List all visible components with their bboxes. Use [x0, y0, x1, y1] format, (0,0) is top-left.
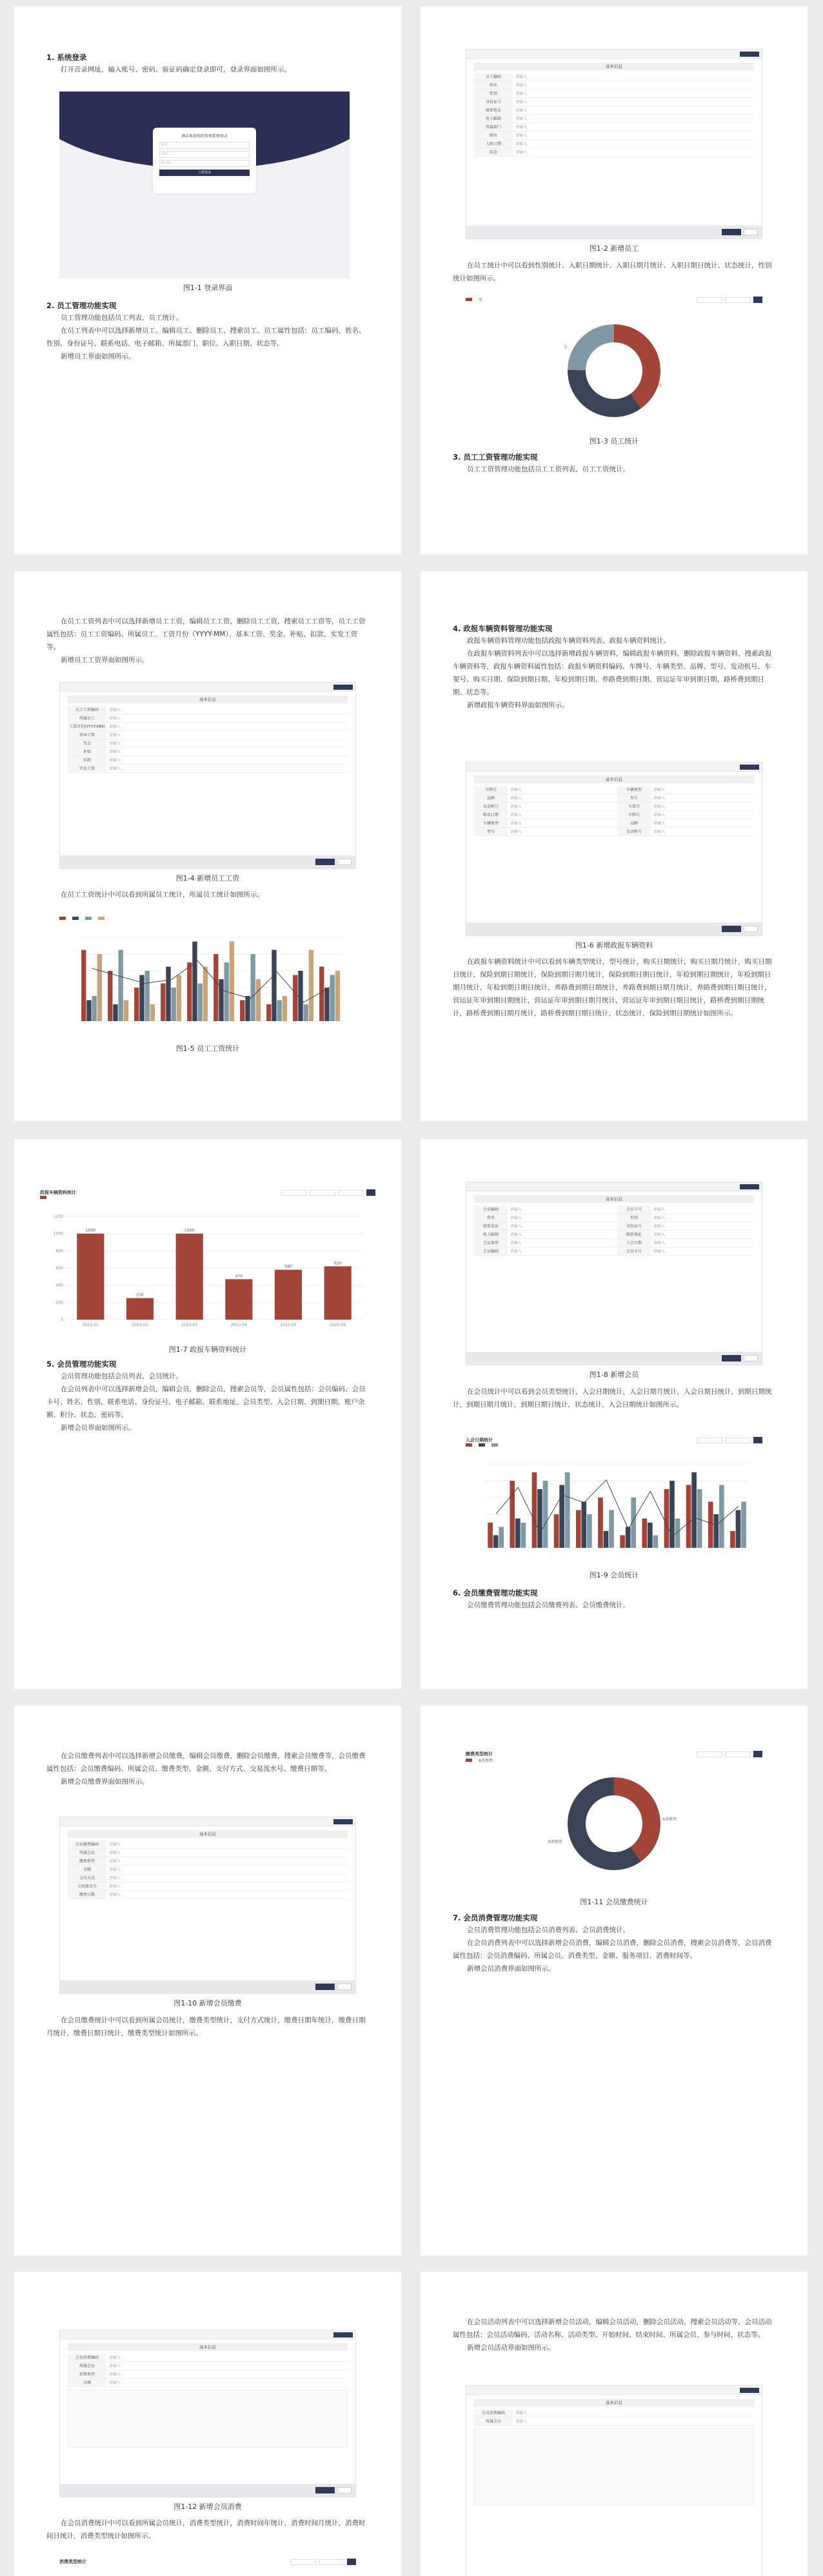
- paragraph: 在会员消费列表中可以选择新增会员消费，编辑会员消费，删除会员消费，搜索会员消费等，会员消费属性包括：会员消费编码、所属会员、消费类型、金额、服务项目、消费时间等。: [453, 1939, 772, 1960]
- bar: [176, 1234, 203, 1320]
- x-tick-label: 2023-02: [132, 1323, 148, 1327]
- bar: [172, 988, 176, 1021]
- bar: [309, 950, 313, 1022]
- bar: [510, 1481, 515, 1548]
- data-label: 470: [235, 1274, 243, 1279]
- bar: [134, 988, 139, 1021]
- figure-caption: 图1-8 新增会员: [589, 1371, 639, 1379]
- member-chart-svg: [466, 1451, 762, 1567]
- bar: [521, 1523, 526, 1548]
- y-tick-label: 200: [55, 1300, 63, 1305]
- bar: [587, 1514, 592, 1548]
- figure-caption: 图1-5 员工工资统计: [175, 1044, 240, 1053]
- add-member-screenshot: 基本信息 会员编码 请输入 会员卡号 请输入 姓名 请输入 性别 请输入 联系电话 请输入 身份证号 请输入 电子邮箱 请输入 联系地址 请输入 会员类型 请输入 入会日期 请输入 会员编码 请输入 会员卡号 请输入: [466, 1182, 762, 1365]
- bar: [708, 1502, 713, 1548]
- bar: [192, 942, 197, 1022]
- add-payment-screenshot: 基本信息 会员缴费编码 请输入 所属会员 请输入 缴费类型 请输入 金额 请输入 支付方式 请输入 交易流水号 请输入 缴费日期 请输入: [59, 1817, 356, 1994]
- search-icon[interactable]: [753, 1751, 762, 1757]
- bar: [272, 950, 276, 1022]
- bar: [161, 984, 165, 1022]
- x-tick-label: 2023-03: [181, 1323, 198, 1327]
- document-page-3: [14, 571, 401, 1121]
- login-button: 立即登录: [159, 170, 250, 176]
- bar: [124, 1000, 128, 1022]
- bar: [187, 962, 192, 1021]
- paragraph: 新增会员消费界面如图所示。: [467, 1965, 555, 1973]
- x-tick-label: 2023-01: [82, 1323, 99, 1327]
- section-heading: 3. 员工工资管理功能实现: [453, 453, 538, 462]
- bar: [741, 1502, 746, 1548]
- figure-caption: 图1-4 新增员工工资: [175, 874, 240, 883]
- data-label: 1000: [85, 1228, 95, 1233]
- bar: [543, 1481, 548, 1548]
- paragraph: 会员管理功能包括会员列表、会员统计。: [61, 1372, 183, 1380]
- bar: [304, 1004, 308, 1021]
- vehicle-bar-chart: 政报车辆资料统计 0 200 400 600 800 1000 1200 1000 2023-01 250 2023-02 1000 2023-03 470 2023-04 580 2023-05 620 2023-06: [40, 1189, 375, 1338]
- bar: [554, 1514, 559, 1548]
- section-heading: 5. 会员管理功能实现: [46, 1360, 117, 1369]
- bar: [686, 1485, 691, 1548]
- bar: [283, 996, 287, 1021]
- bar: [81, 950, 86, 1022]
- pie-label: 女: [564, 345, 568, 349]
- x-tick-label: 2023-04: [230, 1323, 247, 1327]
- y-tick-label: 1200: [53, 1215, 63, 1219]
- x-tick-label: 2023-06: [330, 1323, 346, 1327]
- paragraph: 在员工列表中可以选择新增员工、编辑员工、删除员工、搜索员工、员工属性包括：员工编码、姓名、性别、身份证号、联系电话、电子邮箱、所属部门、职位、入职日期、状态等。: [46, 327, 366, 347]
- paragraph: 在政报车辆资料统计中可以看到车辆类型统计，型号统计，购买日期统计，购买日期月统计，购买日期日统计，保险到期日期统计，保险到期日期月统计，保险到期日期日统计，年检到期日期统计，年检到期日期月统计，年检到期日期日统计，养路费到期日期统计，养路费到期日期月统计，养路费到期日期日统计，营运证年审到期日期统计，营运证年审到期日期月统计，营运证年审到期日期日统计，路桥费到期日期统计，路桥费到期日期月统计，路桥费到期日期日统计，状态统计，保险到期日期统计如图所示。: [453, 958, 772, 1017]
- document-page-7: [14, 1706, 401, 2256]
- consume-chart-header: 消费类型统计: [59, 2559, 356, 2574]
- rich-text-editor[interactable]: [68, 2390, 348, 2448]
- bar: [319, 967, 324, 1022]
- search-icon[interactable]: [347, 2559, 356, 2565]
- paragraph: 在会员活动列表中可以选择新增会员活动，编辑会员活动，删除会员活动，搜索会员活动等，会员活动属性包括：会员活动编码、活动名称、活动类型、开始时间、结束时间、所属会员、参与时间、状态等。: [453, 2318, 772, 2339]
- bar: [648, 1523, 653, 1548]
- y-tick-label: 1000: [53, 1231, 63, 1236]
- figure-caption: 图1-12 新增会员消费: [174, 2503, 242, 2511]
- paragraph: 在员工工资统计中可以看到所属员工统计，所属员工统计如图所示。: [61, 891, 264, 899]
- paragraph: 新增会员缴费界面如图所示。: [61, 1778, 149, 1786]
- bar: [256, 979, 261, 1021]
- section-heading: 7. 会员消费管理功能实现: [453, 1913, 538, 1922]
- paragraph: 会员消费管理功能包括会员消费列表、会员消费统计。: [467, 1926, 630, 1934]
- bar: [240, 1000, 244, 1022]
- add-employee-screenshot: 基本信息 员工编码 请输入 姓名 请输入 性别 请输入 身份证号 请输入 联系电话 请输入 电子邮箱 请输入 所属部门 请输入 职位 请输入 入职日期 请输入 状态 请输入: [466, 49, 762, 239]
- bar: [225, 1279, 252, 1320]
- document-page-1: [14, 6, 401, 554]
- data-label: 1000: [184, 1228, 195, 1233]
- paragraph: 新增员工界面如图所示。: [61, 353, 135, 360]
- bar: [298, 971, 302, 1021]
- bar: [245, 996, 250, 1021]
- section-heading: 4. 政报车辆资料管理功能实现: [453, 624, 553, 633]
- y-tick-label: 0: [61, 1318, 63, 1322]
- login-pass-field: 密码: [159, 151, 250, 158]
- member-chart: 入会日期统计: [466, 1437, 762, 1566]
- add-consume-screenshot: 基本信息 会员消费编码 请输入 所属会员 请输入 消费类型 请输入 金额 请输入: [59, 2330, 356, 2497]
- bar: [626, 1527, 631, 1548]
- bar: [108, 971, 112, 1021]
- document-page-9: [14, 2272, 401, 2576]
- payment-pie-svg: [466, 1762, 762, 1891]
- bar: [324, 1266, 352, 1320]
- pie-label: 男: [658, 384, 662, 388]
- bar: [293, 975, 297, 1022]
- bar: [145, 971, 150, 1021]
- paragraph: 在员工统计中可以看到性别统计、入职日期统计、入职日期月统计、入职日期日统计、状态统计，性别统计如图所示。: [453, 262, 772, 282]
- bar: [277, 1000, 282, 1022]
- bar: [330, 975, 335, 1022]
- bar: [251, 954, 255, 1021]
- bar: [691, 1472, 697, 1548]
- paragraph: 员工工资管理功能包括员工工资列表、员工工资统计。: [467, 465, 630, 473]
- bar: [113, 1004, 117, 1021]
- paragraph: 政报车辆资料管理功能包括政报车辆资料列表、政报车辆资料统计。: [467, 637, 670, 645]
- bar: [664, 1489, 669, 1548]
- bar: [230, 942, 234, 1022]
- figure-caption: 图1-7 政报车辆资料统计: [168, 1345, 247, 1354]
- bar: [565, 1472, 570, 1548]
- bar: [537, 1489, 542, 1548]
- data-label: 250: [136, 1293, 144, 1298]
- bar: [77, 1234, 104, 1320]
- login-screenshot: [59, 92, 350, 278]
- figure-caption: 图1-9 会员统计: [589, 1571, 639, 1579]
- bar: [713, 1514, 719, 1548]
- pie-svg: [466, 303, 762, 432]
- add-activity-screenshot: 基本信息 会员消费编码 请输入 所属会员 请输入: [466, 2385, 762, 2576]
- figure-caption: 图1-1 登录界面: [183, 284, 233, 292]
- bar: [669, 1481, 675, 1548]
- document-page-2: [421, 6, 808, 554]
- login-user-field: 账号: [159, 142, 250, 149]
- paragraph: 在会员缴费列表中可以选择新增会员缴费，编辑会员缴费，删除会员缴费，搜索会员缴费等，会员缴费属性包括：会员缴费编码、所属会员、缴费类型、金额、支付方式、交易流水号、缴费日期等。: [46, 1752, 366, 1773]
- figure-caption: 图1-6 新增政报车辆资料: [575, 941, 653, 950]
- bar: [719, 1485, 724, 1548]
- paragraph: 新增会员界面如图所示。: [61, 1424, 135, 1432]
- bar: [642, 1519, 647, 1548]
- bar: [335, 971, 340, 1021]
- document-page-6: [421, 1139, 808, 1689]
- pie-label: B类缴费: [548, 1840, 563, 1844]
- bar: [119, 950, 123, 1022]
- bar: [730, 1531, 735, 1548]
- bar: [150, 1004, 155, 1021]
- y-tick-label: 800: [55, 1249, 63, 1254]
- search-icon[interactable]: [753, 1437, 762, 1443]
- bar: [493, 1536, 499, 1548]
- bar: [488, 1523, 493, 1548]
- document-page-8: [421, 1706, 808, 2256]
- pie-label: A类缴费: [662, 1817, 677, 1822]
- document-page-4: [421, 571, 808, 1121]
- paragraph: 会员缴费管理功能包括会员缴费列表、会员缴费统计。: [467, 1601, 630, 1609]
- y-tick-label: 600: [55, 1266, 63, 1271]
- bar: [499, 1527, 504, 1548]
- figure-caption: 图1-11 会员缴费统计: [580, 1898, 648, 1906]
- bar: [620, 1536, 625, 1548]
- employee-pie-chart: 男 男 女: [466, 297, 762, 432]
- bar: [697, 1489, 702, 1548]
- add-salary-screenshot: 基本信息 员工工资编码 请输入 所属员工 请输入 工资月份(YYYY-MM) 请输入 基本工资 请输入 奖金 请输入 补贴 请输入 扣款 请输入 实发工资 请输入: [59, 682, 356, 869]
- login-code-field: 验证码: [159, 160, 250, 167]
- bar: [177, 975, 181, 1022]
- salary-chart-svg: [59, 924, 356, 1037]
- bar: [86, 1000, 91, 1022]
- bar: [126, 1298, 154, 1320]
- bar: [213, 954, 218, 1021]
- section-heading: 2. 员工管理功能实现: [46, 301, 117, 310]
- data-label: 580: [284, 1264, 292, 1269]
- bar: [653, 1536, 659, 1548]
- vehicle-chart-svg: [40, 1204, 375, 1339]
- paragraph: 新增员工工资界面如图所示。: [61, 656, 149, 664]
- section-heading: 1. 系统登录: [46, 53, 87, 62]
- document-page-5: [14, 1139, 401, 1689]
- paragraph: 员工管理功能包括员工列表、员工统计。: [61, 314, 183, 322]
- bar: [532, 1472, 537, 1548]
- login-card: 酒店客房预约管理系统登录 账号 密码 验证码 立即登录: [153, 128, 256, 193]
- paragraph: 在会员列表中可以选择新增会员，编辑会员，删除会员，搜索会员等，会员属性包括：会员编码、会员卡号、姓名、性别、联系电话、身份证号、电子邮箱、联系地址、会员类型、入会日期、到期日期、账户余额、积分、状态、密码等。: [46, 1385, 366, 1419]
- bar: [266, 1004, 271, 1021]
- bar: [324, 988, 329, 1021]
- paragraph: 在会员消费统计中可以看到所属会员统计，消费类型统计，消费时间年统计，消费时间月统计，消费时间日统计，消费类型统计如图所示。: [46, 2519, 366, 2540]
- x-tick-label: 2023-05: [280, 1323, 297, 1327]
- bar: [736, 1510, 741, 1548]
- search-icon[interactable]: [753, 297, 762, 303]
- figure-caption: 图1-3 员工统计: [589, 437, 639, 445]
- bar: [604, 1531, 609, 1548]
- figure-caption: 图1-10 新增会员缴费: [174, 1999, 242, 2007]
- bar: [559, 1485, 564, 1548]
- bar: [97, 954, 102, 1021]
- add-vehicle-screenshot: 基本信息 车牌号 请输入 车辆类型 请输入 品牌 请输入 型号 请输入 发动机号 请输入 车架号 请输入 购买日期 请输入 车牌号 请输入 车辆类型 请输入 品牌 请输入 型号 请输入 发动机号 请输入: [466, 762, 762, 936]
- paragraph: 新增政报车辆资料界面如图所示。: [467, 701, 569, 709]
- figure-caption: 图1-2 新增员工: [589, 244, 639, 253]
- bar: [598, 1498, 603, 1548]
- bar: [576, 1510, 581, 1548]
- salary-bar-chart: [59, 917, 356, 1039]
- paragraph: 在会员统计中可以看到会员类型统计，入会日期统计，入会日期月统计，入会日期日统计，到期日期统计，到期日期月统计，到期日期日统计，状态统计，入会日期统计如图所示。: [453, 1388, 772, 1409]
- bar: [515, 1519, 521, 1548]
- bar: [92, 996, 97, 1021]
- paragraph: 在员工工资列表中可以选择新增员工工资，编辑员工工资，删除员工工资，搜索员工工资等，员工工资属性包括：员工工资编码、所属员工、工资月份（YYYY-MM）、基本工资、奖金、补贴、扣款、实发工资等。: [46, 618, 366, 651]
- paragraph: 在政报车辆资料列表中可以选择新增政报车辆资料，编辑政报车辆资料，删除政报车辆资料，搜索政报车辆资料等，政报车辆资料属性包括：政报车辆资料编码、车牌号、车辆类型、品牌、型号、发动机号、车架号、购买日期、保险到期日期、年检到期日期、养路费到期日期、营运证年审到期日期、路桥费到期日期、状态等。: [453, 650, 772, 696]
- bar: [609, 1510, 614, 1548]
- bar: [275, 1270, 302, 1320]
- bar: [166, 967, 170, 1022]
- payment-pie-chart: 缴费类型统计 A类缴费 A类缴费 B类缴费: [466, 1751, 762, 1893]
- paragraph: 在会员缴费统计中可以看到所属会员统计，缴费类型统计，支付方式统计，缴费日期年统计，缴费日期月统计，缴费日期日统计，缴费类型统计如图所示。: [46, 2016, 366, 2037]
- section-heading: 6. 会员缴费管理功能实现: [453, 1588, 538, 1597]
- rich-text-editor[interactable]: [474, 2428, 754, 2506]
- document-page-10: [421, 2272, 808, 2576]
- y-tick-label: 400: [55, 1283, 63, 1288]
- bar: [203, 967, 208, 1022]
- paragraph: 新增会员活动界面如图所示。: [467, 2344, 555, 2352]
- paragraph: 打开音录网址，输入账号、密码、验证码确定登录即可，登录界面如图所示。: [61, 66, 291, 73]
- bar: [581, 1502, 586, 1548]
- data-label: 620: [333, 1261, 342, 1266]
- search-icon[interactable]: [366, 1189, 375, 1196]
- bar: [198, 984, 203, 1022]
